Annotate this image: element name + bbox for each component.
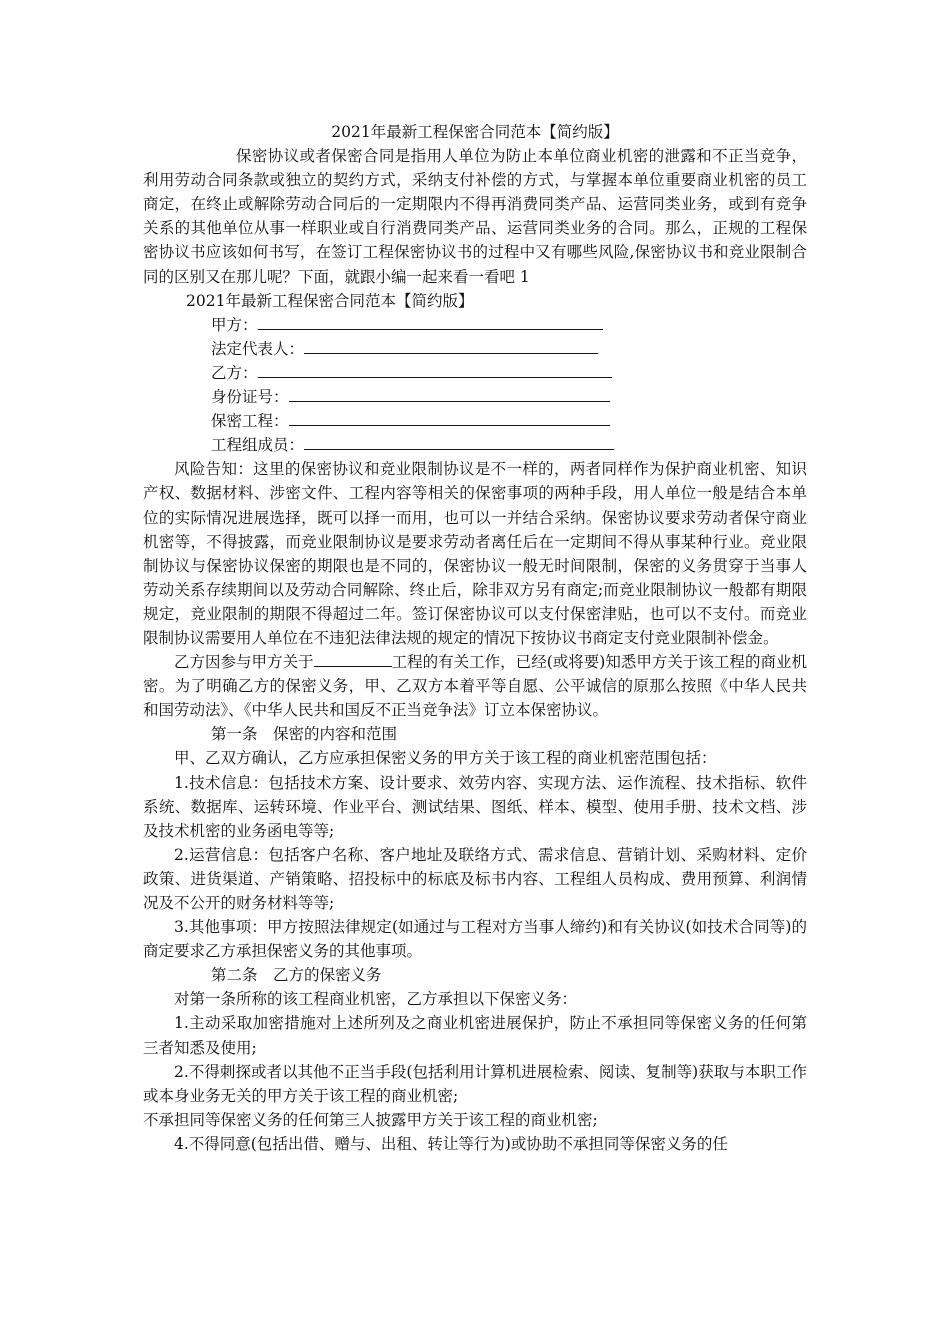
article-1-lead: 甲、乙双方确认，乙方应承担保密义务的甲方关于该工程的商业机密范围包括： xyxy=(174,749,717,768)
contract-subtitle: 2021年最新工程保密合同范本【简约版】 xyxy=(186,291,474,310)
field-label: 工程组成员： xyxy=(211,436,305,455)
project-name-blank xyxy=(314,652,392,667)
document-page xyxy=(143,120,807,1156)
article-2-item: 1.主动采取加密措施对上述所列及之商业机密进展保护，防止不承担同等保密义务的任何第三者知悉及使用; xyxy=(143,1014,807,1057)
id-number-field xyxy=(143,385,807,409)
article-2-item: 4.不得同意(包括出借、赠与、出租、转让等行为)或协助不承担同等保密义务的任 xyxy=(174,1134,728,1153)
article-1-item: 3.其他事项：甲方按照法律规定(如通过与工程对方当事人缔约)和有关协议(如技术合同等)的商定要求乙方承担保密义务的其他事项。 xyxy=(143,918,807,961)
preamble-end: 工程的有关工作，已经(或将要)知悉甲方关于该工程的商业机密。为了明确乙方的保密义务，甲、乙双方本着平等自愿、公平诚信的原那么按照《中华人民共和国劳动法》、《中华人民共和国反不正当竞争法》订立本保密协议。 xyxy=(143,653,807,720)
field-label: 身份证号： xyxy=(211,388,289,407)
article-1-item: 1.技术信息：包括技术方案、设计要求、效劳内容、实现方法、运作流程、技术指标、软件系统、数据库、运转环境、作业平台、测试结果、图纸、样本、模型、使用手册、技术文档、涉及技术机密的业务函电等等; xyxy=(143,773,807,840)
intro-paragraph: 保密协议或者保密合同是指用人单位为防止本单位商业机密的泄露和不正当竞争，利用劳动合同条款或独立的契约方式，采纳支付补偿的方式，与掌握本单位重要商业机密的员工商定，在终止或解除劳动合同后的一定期限内不得再消费同类产品、运营同类业务，或到有竞争关系的其他单位从事一样职业或自行消费同类产品、运营同类业务的合同。那么，正规的工程保密协议书应该如何书写，在签订工程保密协议书的过程中又有哪些风险,保密协议书和竞业限制合同的区别又在那儿呢？下面，就跟小编一起来看一看吧 1 xyxy=(143,147,807,286)
fill-line xyxy=(258,363,612,378)
fill-line xyxy=(289,411,610,426)
field-label: 保密工程： xyxy=(211,412,289,431)
fill-line xyxy=(304,435,614,450)
document-title: 2021年最新工程保密合同范本【简约版】 xyxy=(331,123,619,141)
fill-line xyxy=(258,315,603,330)
article-1-item: 2.运营信息：包括客户名称、客户地址及联络方式、需求信息、营销计划、采购材料、定价政策、进货渠道、产销策略、招投标中的标底及标书内容、工程组人员构成、费用预算、利润情况及不公开的财务材料等等; xyxy=(143,845,807,912)
preamble-paragraph xyxy=(143,650,807,722)
fill-line xyxy=(289,387,610,402)
fill-line xyxy=(304,339,598,354)
article-2-item: 2.不得刺探或者以其他不正当手段(包括利用计算机进展检索、阅读、复制等)获取与本职工作或本身业务无关的甲方关于该工程的商业机密; xyxy=(143,1062,807,1105)
article-1-title: 第一条 保密的内容和范围 xyxy=(211,725,398,744)
risk-notice: 风险告知：这里的保密协议和竞业限制协议是不一样的，两者同样作为保护商业机密、知识产权、数据材料、涉密文件、工程内容等相关的保密事项的两种手段，用人单位一般是结合本单位的实际情况进展选择，既可以择一而用，也可以一并结合采纳。保密协议要求劳动者保守商业机密等，不得披露，而竞业限制协议是要求劳动者离任后在一定期间不得从事某种行业。竞业限制协议与保密协议保密的期限也是不同的，保密协议一般无时间限制，保密的义务贯穿于当事人劳动关系存续期间以及劳动合同解除、终止后，除非双方另有商定;而竞业限制协议一般都有期限规定，竞业限制的期限不得超过二年。签订保密协议可以支付保密津贴，也可以不支付。而竞业限制协议需要用人单位在不违犯法律法规的规定的情况下按协议书商定支付竞业限制补偿金。 xyxy=(143,460,807,647)
field-label: 乙方： xyxy=(211,363,258,382)
party-a-field xyxy=(143,313,807,337)
field-label: 甲方： xyxy=(211,315,258,334)
party-b-field xyxy=(143,361,807,385)
article-2-lead: 对第一条所称的该工程商业机密，乙方承担以下保密义务： xyxy=(174,990,578,1009)
legal-rep-field xyxy=(143,337,807,361)
project-field xyxy=(143,409,807,433)
field-label: 法定代表人： xyxy=(211,339,305,358)
preamble-start: 乙方因参与甲方关于 xyxy=(174,653,314,672)
article-2-title: 第二条 乙方的保密义务 xyxy=(211,966,382,985)
team-members-field xyxy=(143,433,807,457)
article-2-item: 不承担同等保密义务的任何第三人披露甲方关于该工程的商业机密; xyxy=(143,1110,598,1129)
